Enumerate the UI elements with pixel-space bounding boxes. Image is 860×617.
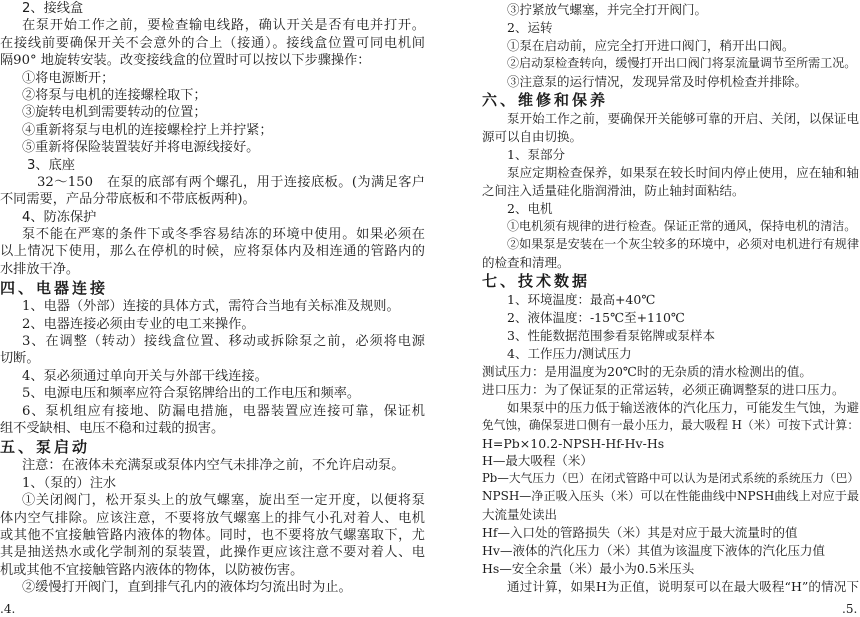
paragraph-line: 以上情况下使用，那么在停机的时候，应将泵体内及相连通的管路内的 <box>0 244 425 260</box>
variable-definition: H—最大吸程（米） <box>482 453 593 469</box>
list-item: ①关闭阀门，松开泵头上的放气螺塞，旋出至一定开度，以便将泵 <box>22 493 425 509</box>
subsection-heading: 2、运转 <box>507 19 553 35</box>
list-item: ②如果泵是安装在一个灰尘较多的环境中，必须对电机进行有规律 <box>507 236 859 251</box>
list-item: ①将电源断开； <box>22 70 115 86</box>
paragraph-line: 32～150 在泵的底部有两个螺孔，用于连接底板。(为满足客户 <box>37 174 425 190</box>
subsection-heading: 1、（泵的）注水 <box>22 475 117 491</box>
variable-definition: Hf—入口处的管路损失（米）其是对应于最大流量时的值 <box>482 525 798 541</box>
list-item: 2、电器连接必须由专业的电工来操作。 <box>22 316 255 332</box>
paragraph-line: 不同需要，产品分带底板和不带底板两种)。 <box>0 192 256 208</box>
list-item: ②缓慢打开阀门，直到排气孔内的液体均匀流出时为止。 <box>22 580 352 596</box>
paragraph-line: 源可以自由切换。 <box>482 129 583 145</box>
list-item: ③旋转电机到需要转动的位置； <box>22 105 207 121</box>
list-item: ②启动泵检查转向，缓慢打开出口阀门将泵流量调节至所需工况。 <box>507 55 857 70</box>
variable-definition: NPSH—净正吸入压头（米）可以在性能曲线中NPSH曲线上对应于最 <box>482 489 859 504</box>
notice-line: 注意：在液体未充满泵或泵体内空气未排净之前，不允许启动泵。 <box>22 458 405 474</box>
definition-line: 测试压力：是用温度为20℃时的无杂质的清水检测出的值。 <box>482 364 812 380</box>
paragraph-line: 之间注入适量硅化脂润滑油，防止轴封面粘结。 <box>482 183 745 199</box>
subsection-heading: 3、底座 <box>27 157 75 173</box>
list-item-continuation: 的检查和清理。 <box>482 254 570 270</box>
paragraph-line: 水排放干净。 <box>0 261 80 277</box>
list-item-continuation: 组不受缺相、电压不稳和过载的损害。 <box>0 420 225 436</box>
paragraph-line: 免气蚀，确保泵进口侧有一最小压力，最大吸程 H（米）可按下式计算： <box>482 417 859 432</box>
spec-item: 1、环境温度：最高+40℃ <box>507 292 656 308</box>
paragraph-line: 如果泵中的压力低于输送液体的汽化压力，可能发生气蚀，为避 <box>507 399 859 415</box>
right-page <box>482 1 859 601</box>
variable-definition: Hs—安全余量（米）最小为0.5米压头 <box>482 560 695 576</box>
section-heading: 五、泵启动 <box>0 438 91 457</box>
list-item: ①电机须有规律的进行检查。保证正常的通风，保持电机的清洁。 <box>507 218 857 233</box>
list-item: 6、泵机组应有接地、防漏电措施，电器装置应连接可靠，保证机 <box>22 403 425 419</box>
paragraph-line: 在泵开始工作之前，要检查输电线路，确认开关是否有电并打开。 <box>22 18 425 34</box>
spec-item: 2、液体温度：-15℃至+110℃ <box>507 310 685 326</box>
paragraph-line: 泵应定期检查保养，如果泵在较长时间内停止使用，应在轴和轴 <box>507 165 859 181</box>
spec-item: 3、性能数据范围参看泵铭牌或泵样本 <box>507 328 715 344</box>
list-item-continuation: 机或其他不宜接触管路内液体的物体，以防被伤害。 <box>0 562 304 578</box>
variable-definition: Pb—大气压力（巴）在闭式管路中可以认为是闭式系统的系统压力（巴） <box>482 471 859 486</box>
list-item: 5、电源电压和频率应符合泵铭牌给出的工作电压和频率。 <box>22 386 361 402</box>
subsection-heading: 1、泵部分 <box>507 147 565 163</box>
list-item: 4、泵必须通过单向开关与外部干线连接。 <box>22 368 268 384</box>
paragraph-line: 泵开始工作之前，要确保开关能够可靠的开启、关闭，以保证电 <box>507 111 859 127</box>
section-heading: 四、电器连接 <box>0 279 109 298</box>
paragraph-line: 在接线前要确保开关不会意外的合上（接通）。接线盒位置可同电机间 <box>0 35 425 51</box>
subsection-heading: 2、电机 <box>507 200 553 216</box>
list-item: ③拧紧放气螺塞，并完全打开阀门。 <box>507 2 708 17</box>
subsection-heading: 2、接线盒 <box>22 1 84 16</box>
list-item: ①泵在启动前，应完全打开进口阀门，稍开出口阀。 <box>507 37 795 53</box>
list-item: 3、在调整（转动）接线盒位置、移动或拆除泵之前，必须将电源 <box>22 334 425 350</box>
list-item-continuation: 或其他不宜接触管路内液体的物体。同时，也不要将放气螺塞取下，尤 <box>0 527 425 543</box>
spec-item: 4、工作压力/测试压力 <box>507 346 632 362</box>
page-number-right: .5. <box>842 602 858 616</box>
list-item: 1、电器（外部）连接的具体方式，需符合当地有关标准及规则。 <box>22 299 400 315</box>
left-page <box>0 0 425 600</box>
variable-definition: Hv—液体的汽化压力（米）其值为该温度下液体的汽化压力值 <box>482 542 825 558</box>
list-item-continuation: 体内空气排除。应该注意，不要将放气螺塞上的排气小孔对着人、电机 <box>0 510 425 526</box>
list-item-continuation: 其是抽送热水或化学制剂的泵装置，此操作更应该注意不要对着人、电 <box>0 545 425 561</box>
definition-line: 进口压力：为了保证泵的正常运转，必须正确调整泵的进口压力。 <box>482 381 845 397</box>
formula: H=Pb×10.2-NPSH-Hf-Hv-Hs <box>482 435 665 451</box>
paragraph-line: 泵不能在严寒的条件下或冬季容易结冻的环境中使用。如果必须在 <box>22 227 425 243</box>
paragraph-line: 通过计算，如果H为正值，说明泵可以在最大吸程“H”的情况下 <box>507 578 859 594</box>
list-item: ③注意泵的运行情况，发现异常及时停机检查并排除。 <box>507 73 808 89</box>
variable-definition-continuation: 大流量处读出 <box>482 507 558 523</box>
section-heading: 六、维修和保养 <box>482 91 609 110</box>
list-item-continuation: 切断。 <box>0 351 40 367</box>
paragraph-line: 隔90° 地旋转安装。改变接线盒的位置时可以按以下步骤操作： <box>0 53 371 69</box>
subsection-heading: 4、防冻保护 <box>22 209 97 225</box>
page-number-left: .4. <box>0 602 16 616</box>
section-heading: 七、技术数据 <box>482 272 591 291</box>
list-item: ②将泵与电机的连接螺栓取下； <box>22 87 207 103</box>
list-item: ④重新将泵与电机的连接螺栓拧上并拧紧； <box>22 122 273 138</box>
list-item: ⑤重新将保险装置装好并将电源线接好。 <box>22 140 260 156</box>
